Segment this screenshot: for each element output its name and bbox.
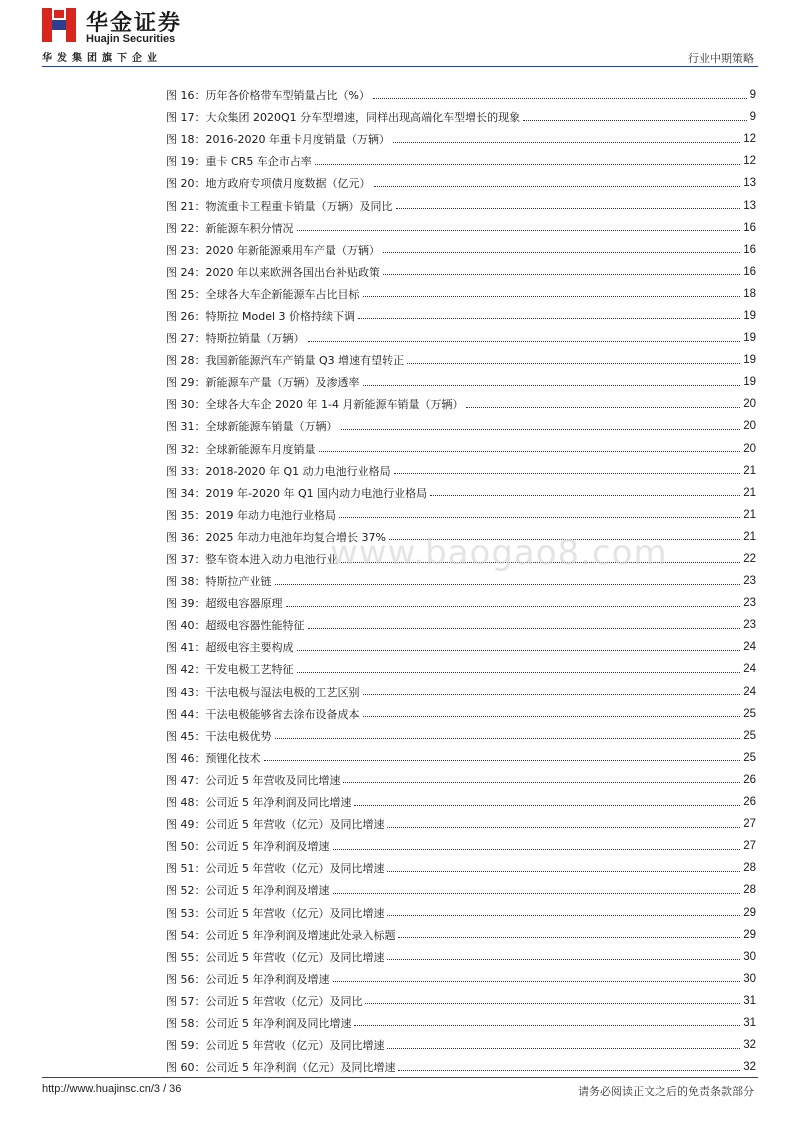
toc-entry-label[interactable]: 图 51：公司近 5 年营收（亿元）及同比增速 — [166, 862, 385, 876]
toc-dot-leader — [387, 871, 740, 872]
toc-entry-page[interactable]: 23 — [743, 619, 756, 632]
toc-entry[interactable] — [166, 504, 756, 526]
toc-entry-label[interactable]: 图 52：公司近 5 年净利润及增速 — [166, 884, 330, 898]
toc-entry-label[interactable]: 图 56：公司近 5 年净利润及增速 — [166, 972, 330, 986]
toc-entry-label[interactable]: 图 59：公司近 5 年营收（亿元）及同比增速 — [166, 1039, 385, 1053]
toc-entry-label[interactable]: 图 24：2020 年以来欧洲各国出台补贴政策 — [166, 265, 380, 279]
toc-entry[interactable] — [166, 990, 756, 1012]
huajin-logo-icon — [42, 8, 76, 42]
toc-entry[interactable] — [166, 747, 756, 769]
toc-entry-label[interactable]: 图 19：重卡 CR5 车企市占率 — [166, 155, 312, 169]
toc-entry-page[interactable]: 16 — [743, 243, 756, 256]
toc-entry[interactable] — [166, 1034, 756, 1056]
toc-entry-label[interactable]: 图 40：超级电容器性能特征 — [166, 619, 305, 633]
toc-entry-label[interactable]: 图 31：全球新能源车销量（万辆） — [166, 420, 338, 434]
toc-entry[interactable] — [166, 460, 756, 482]
toc-dot-leader — [398, 1070, 740, 1071]
toc-dot-leader — [387, 1048, 740, 1049]
toc-dot-leader — [333, 849, 741, 850]
toc-entry-page[interactable]: 25 — [743, 707, 756, 720]
company-slogan: 华发集团旗下企业 — [42, 53, 162, 64]
toc-entry[interactable] — [166, 150, 756, 172]
toc-dot-leader — [373, 98, 747, 99]
toc-entry-page[interactable]: 21 — [743, 508, 756, 521]
toc-entry-label[interactable]: 图 36：2025 年动力电池年均复合增长 37% — [166, 530, 386, 544]
toc-entry[interactable] — [166, 968, 756, 990]
toc-entry[interactable] — [166, 217, 756, 239]
toc-entry-page[interactable]: 25 — [743, 751, 756, 764]
toc-entry[interactable] — [166, 393, 756, 415]
toc-entry-label[interactable]: 图 45：干法电极优势 — [166, 729, 272, 743]
toc-entry[interactable] — [166, 813, 756, 835]
toc-entry[interactable] — [166, 901, 756, 923]
toc-dot-leader — [319, 451, 741, 452]
toc-entry[interactable] — [166, 681, 756, 703]
toc-entry-page[interactable]: 16 — [743, 221, 756, 234]
toc-entry-page[interactable]: 23 — [743, 597, 756, 610]
toc-entry-label[interactable]: 图 26：特斯拉 Model 3 价格持续下调 — [166, 309, 356, 323]
toc-entry-page[interactable]: 9 — [749, 89, 756, 102]
toc-entry-label[interactable]: 图 23：2020 年新能源乘用车产量（万辆） — [166, 243, 380, 257]
toc-dot-leader — [523, 120, 746, 121]
toc-entry[interactable] — [166, 172, 756, 194]
toc-entry-page[interactable]: 19 — [743, 309, 756, 322]
toc-dot-leader — [396, 208, 741, 209]
toc-dot-leader — [394, 473, 741, 474]
toc-entry-page[interactable]: 19 — [743, 354, 756, 367]
toc-dot-leader — [430, 495, 740, 496]
toc-entry[interactable] — [166, 283, 756, 305]
company-name-en: Huajin Securities — [86, 33, 176, 45]
toc-entry[interactable] — [166, 128, 756, 150]
toc-dot-leader — [363, 385, 741, 386]
toc-entry-page[interactable]: 27 — [743, 840, 756, 853]
toc-entry-label[interactable]: 图 34：2019 年-2020 年 Q1 国内动力电池行业格局 — [166, 486, 428, 500]
watermark: www.baogao8.com — [330, 533, 668, 573]
toc-entry[interactable] — [166, 194, 756, 216]
toc-entry[interactable] — [166, 415, 756, 437]
toc-entry-label[interactable]: 图 41：超级电容主要构成 — [166, 641, 294, 655]
toc-entry-label[interactable]: 图 42：干发电极工艺特征 — [166, 663, 294, 677]
toc-entry[interactable] — [166, 482, 756, 504]
toc-entry-page[interactable]: 12 — [743, 133, 756, 146]
toc-entry-label[interactable]: 图 30：全球各大车企 2020 年 1-4 月新能源车销量（万辆） — [166, 398, 464, 412]
toc-dot-leader — [466, 407, 740, 408]
toc-dot-leader — [315, 164, 740, 165]
toc-entry-label[interactable]: 图 57：公司近 5 年营收（亿元）及同比 — [166, 994, 363, 1008]
toc-entry-label[interactable]: 图 25：全球各大车企新能源车占比目标 — [166, 287, 360, 301]
toc-dot-leader — [354, 1025, 740, 1026]
toc-entry[interactable] — [166, 570, 756, 592]
toc-entry-page[interactable]: 28 — [743, 862, 756, 875]
toc-entry[interactable] — [166, 261, 756, 283]
toc-entry-label[interactable]: 图 29：新能源车产量（万辆）及渗透率 — [166, 376, 360, 390]
toc-entry[interactable] — [166, 658, 756, 680]
toc-entry[interactable] — [166, 791, 756, 813]
footer-url[interactable] — [42, 1083, 181, 1095]
toc-dot-leader — [297, 650, 741, 651]
toc-dot-leader — [383, 252, 740, 253]
toc-dot-leader — [297, 230, 741, 231]
toc-entry-label[interactable]: 图 21：物流重卡工程重卡销量（万辆）及同比 — [166, 199, 393, 213]
toc-entry-label[interactable]: 图 20：地方政府专项债月度数据（亿元） — [166, 177, 371, 191]
toc-entry[interactable] — [166, 239, 756, 261]
toc-dot-leader — [365, 1003, 740, 1004]
toc-entry-page[interactable]: 21 — [743, 530, 756, 543]
toc-entry[interactable] — [166, 946, 756, 968]
toc-dot-leader — [387, 827, 740, 828]
toc-entry-label[interactable]: 图 49：公司近 5 年营收（亿元）及同比增速 — [166, 818, 385, 832]
toc-dot-leader — [363, 296, 741, 297]
toc-entry-label[interactable]: 图 32：全球新能源车月度销量 — [166, 442, 316, 456]
toc-entry-page[interactable]: 29 — [743, 906, 756, 919]
footer-website-link[interactable]: http://www.huajinsc.cn/ — [42, 1083, 154, 1095]
document-type: 行业中期策略 — [688, 52, 754, 65]
toc-entry-page[interactable]: 25 — [743, 729, 756, 742]
toc-entry-label[interactable]: 图 38：特斯拉产业链 — [166, 575, 272, 589]
toc-dot-leader — [363, 716, 741, 717]
toc-entry-page[interactable]: 20 — [743, 398, 756, 411]
toc-entry-label[interactable]: 图 50：公司近 5 年净利润及增速 — [166, 840, 330, 854]
toc-dot-leader — [297, 672, 741, 673]
toc-entry-label[interactable]: 图 18：2016-2020 年重卡月度销量（万辆） — [166, 133, 390, 147]
toc-entry[interactable] — [166, 769, 756, 791]
toc-dot-leader — [264, 760, 741, 761]
toc-entry-page[interactable]: 19 — [743, 332, 756, 345]
toc-entry-label[interactable]: 图 48：公司近 5 年净利润及同比增速 — [166, 796, 352, 810]
toc-dot-leader — [333, 981, 741, 982]
toc-entry[interactable] — [166, 349, 756, 371]
toc-entry-page[interactable]: 31 — [743, 1016, 756, 1029]
toc-entry[interactable] — [166, 327, 756, 349]
toc-entry[interactable] — [166, 84, 756, 106]
toc-entry[interactable] — [166, 725, 756, 747]
toc-entry[interactable] — [166, 592, 756, 614]
toc-entry-label[interactable]: 图 44：干法电极能够省去涂布设备成本 — [166, 707, 360, 721]
toc-entry-page[interactable]: 16 — [743, 265, 756, 278]
toc-dot-leader — [339, 517, 740, 518]
toc-entry-page[interactable]: 21 — [743, 464, 756, 477]
toc-dot-leader — [374, 186, 741, 187]
toc-dot-leader — [341, 429, 741, 430]
toc-dot-leader — [343, 782, 740, 783]
toc-entry-page[interactable]: 30 — [743, 950, 756, 963]
toc-entry[interactable] — [166, 305, 756, 327]
toc-dot-leader — [407, 363, 740, 364]
toc-entry[interactable] — [166, 857, 756, 879]
toc-entry[interactable] — [166, 106, 756, 128]
toc-dot-leader — [363, 694, 741, 695]
toc-entry[interactable] — [166, 924, 756, 946]
toc-entry[interactable] — [166, 835, 756, 857]
toc-entry-page[interactable]: 20 — [743, 420, 756, 433]
toc-entry-label[interactable]: 图 22：新能源车积分情况 — [166, 221, 294, 235]
toc-dot-leader — [308, 341, 741, 342]
toc-entry-page[interactable]: 32 — [743, 1061, 756, 1074]
toc-dot-leader — [393, 142, 740, 143]
page-header — [0, 0, 800, 72]
toc-entry-label[interactable]: 图 37：整车资本进入动力电池行业 — [166, 553, 338, 567]
toc-entry-page[interactable]: 20 — [743, 442, 756, 455]
toc-entry-label[interactable]: 图 27：特斯拉销量（万辆） — [166, 332, 305, 346]
toc-entry-page[interactable]: 32 — [743, 1039, 756, 1052]
toc-entry[interactable] — [166, 371, 756, 393]
toc-entry-label[interactable]: 图 46：预锂化技术 — [166, 751, 261, 765]
toc-entry-page[interactable]: 23 — [743, 575, 756, 588]
toc-entry-label[interactable]: 图 16：历年各价格带车型销量占比（%） — [166, 89, 370, 103]
toc-entry-page[interactable]: 22 — [743, 553, 756, 566]
toc-dot-leader — [358, 318, 740, 319]
toc-entry-page[interactable]: 29 — [743, 928, 756, 941]
toc-entry[interactable] — [166, 1012, 756, 1034]
footer-divider — [42, 1077, 758, 1078]
toc-entry-label[interactable]: 图 53：公司近 5 年营收（亿元）及同比增速 — [166, 906, 385, 920]
toc-dot-leader — [387, 959, 740, 960]
toc-entry-page[interactable]: 26 — [743, 796, 756, 809]
toc-entry-label[interactable]: 图 43：干法电极与湿法电极的工艺区别 — [166, 685, 360, 699]
toc-entry-page[interactable]: 19 — [743, 376, 756, 389]
toc-entry-label[interactable]: 图 58：公司近 5 年净利润及同比增速 — [166, 1016, 352, 1030]
toc-entry-page[interactable]: 27 — [743, 818, 756, 831]
footer-page-indicator: 3 / 36 — [153, 1083, 182, 1095]
toc-entry-label[interactable]: 图 55：公司近 5 年营收（亿元）及同比增速 — [166, 950, 385, 964]
toc-entry-page[interactable]: 24 — [743, 685, 756, 698]
toc-dot-leader — [275, 738, 741, 739]
toc-entry-page[interactable]: 30 — [743, 972, 756, 985]
toc-entry-label[interactable]: 图 17：大众集团 2020Q1 分车型增速，同样出现高端化车型增长的现象 — [166, 111, 521, 125]
toc-entry-label[interactable]: 图 54：公司近 5 年净利润及增速此处录入标题 — [166, 928, 396, 942]
toc-dot-leader — [387, 915, 740, 916]
figure-table-of-contents — [166, 84, 756, 1078]
toc-dot-leader — [333, 893, 741, 894]
toc-entry[interactable] — [166, 614, 756, 636]
toc-entry-page[interactable]: 12 — [743, 155, 756, 168]
toc-entry-label[interactable]: 图 35：2019 年动力电池行业格局 — [166, 508, 336, 522]
toc-entry[interactable] — [166, 879, 756, 901]
toc-entry-page[interactable]: 9 — [749, 111, 756, 124]
toc-dot-leader — [308, 628, 741, 629]
toc-entry[interactable] — [166, 636, 756, 658]
toc-entry-page[interactable]: 24 — [743, 641, 756, 654]
toc-dot-leader — [275, 584, 741, 585]
toc-entry-page[interactable]: 21 — [743, 486, 756, 499]
toc-entry[interactable] — [166, 438, 756, 460]
toc-entry-label[interactable]: 图 28：我国新能源汽车产销量 Q3 增速有望转正 — [166, 354, 405, 368]
toc-entry-label[interactable]: 图 33：2018-2020 年 Q1 动力电池行业格局 — [166, 464, 391, 478]
toc-dot-leader — [383, 274, 740, 275]
toc-entry-page[interactable]: 24 — [743, 663, 756, 676]
toc-dot-leader — [354, 805, 740, 806]
toc-entry-page[interactable]: 31 — [743, 994, 756, 1007]
toc-dot-leader — [398, 937, 740, 938]
toc-entry-page[interactable]: 28 — [743, 884, 756, 897]
toc-entry-page[interactable]: 13 — [743, 199, 756, 212]
toc-entry[interactable] — [166, 703, 756, 725]
toc-entry-page[interactable]: 26 — [743, 773, 756, 786]
company-name-cn: 华金证券 — [86, 11, 183, 36]
toc-entry[interactable] — [166, 1056, 756, 1078]
toc-dot-leader — [286, 606, 741, 607]
toc-entry-page[interactable]: 18 — [743, 287, 756, 300]
footer-disclaimer: 请务必阅读正文之后的免责条款部分 — [578, 1085, 754, 1098]
toc-entry-page[interactable]: 13 — [743, 177, 756, 190]
toc-entry-label[interactable]: 图 39：超级电容器原理 — [166, 597, 283, 611]
toc-entry-label[interactable]: 图 47：公司近 5 年营收及同比增速 — [166, 773, 341, 787]
toc-entry-label[interactable]: 图 60：公司近 5 年净利润（亿元）及同比增速 — [166, 1061, 396, 1075]
header-divider — [42, 66, 758, 67]
